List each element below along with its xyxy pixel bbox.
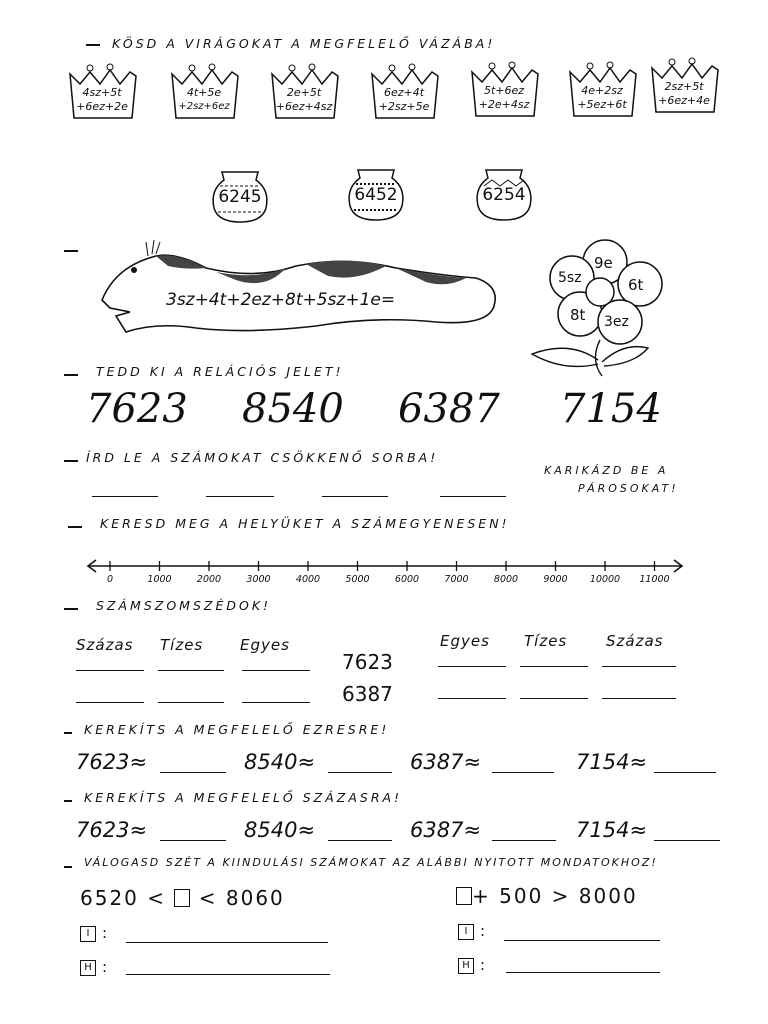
number-line-label: 10000 <box>589 574 621 585</box>
false-label-box: H <box>458 958 474 974</box>
answer-blank[interactable] <box>322 496 388 497</box>
vase[interactable] <box>208 168 272 224</box>
flower-card[interactable] <box>268 62 340 120</box>
flower-petal-5sz: 5sz <box>558 270 582 286</box>
flower-line-2: +2sz+6ez <box>178 101 230 112</box>
instruction-relations: TEDD KI A RELÁCIÓS JELET! <box>96 364 344 379</box>
flower-line-2: +6ez+4e <box>658 94 710 107</box>
snake-illustration <box>96 236 500 340</box>
empty-box-icon <box>174 889 190 907</box>
snake-expression: 3sz+4t+2ez+8t+5sz+1e= <box>166 290 396 310</box>
number-line-label: 3000 <box>246 574 271 585</box>
bullet-dash <box>64 732 72 734</box>
value-8000: 8000 <box>578 884 638 908</box>
round-blank[interactable] <box>160 840 226 841</box>
neighbor-blank[interactable] <box>158 702 224 703</box>
colon: : <box>102 958 108 976</box>
neighbor-blank[interactable] <box>520 698 588 699</box>
flower-line-1: 6ez+4t <box>383 86 425 99</box>
number-line-label: 0 <box>106 574 114 585</box>
true-label-box: I <box>458 924 474 940</box>
flower-card[interactable] <box>648 56 720 114</box>
vase[interactable] <box>344 166 408 222</box>
instruction-open-sentences: VÁLOGASD SZÉT A KIINDULÁSI SZÁMOKAT AZ ALÁBBI NYITOTT MONDATOKHOZ! <box>84 856 658 869</box>
flower-line-2: +5ez+6t <box>577 98 627 111</box>
neighbor-blank[interactable] <box>76 702 144 703</box>
true-answer-blank[interactable] <box>504 940 660 941</box>
flower-line-2: +2e+4sz <box>478 98 530 111</box>
false-label-box: H <box>80 960 96 976</box>
colon: : <box>102 924 108 942</box>
round-blank[interactable] <box>328 772 392 773</box>
number-line-label: 4000 <box>295 574 321 585</box>
round-blank[interactable] <box>654 772 716 773</box>
number-line-label: 6000 <box>394 574 420 585</box>
flower-line-2: +6ez+4sz <box>275 100 333 113</box>
value-6520: 6520 <box>80 886 139 910</box>
bullet-dash <box>64 374 78 376</box>
neighbor-blank[interactable] <box>602 666 676 667</box>
header-szazas-right: Százas <box>606 632 664 650</box>
greater-than-symbol: > <box>551 884 571 908</box>
header-egyes-left: Egyes <box>240 636 290 654</box>
answer-blank[interactable] <box>440 496 506 497</box>
flower-line-1: 4e+2sz <box>581 84 623 97</box>
number-line-label: 2000 <box>196 574 222 585</box>
neighbor-blank[interactable] <box>242 670 310 671</box>
instruction-descending: ÍRD LE A SZÁMOKAT CSÖKKENŐ SORBA! <box>86 450 439 465</box>
bullet-dash <box>64 250 78 252</box>
neighbor-number-7623: 7623 <box>342 650 393 674</box>
open-sentence-left <box>80 886 285 910</box>
instruction-circle-even-1: KARIKÁZD BE A <box>544 464 669 477</box>
neighbor-blank[interactable] <box>242 702 310 703</box>
round-thousands-8540: 8540≈ <box>244 750 316 774</box>
header-tizes-right: Tízes <box>524 632 568 650</box>
less-than-symbol: < <box>147 886 167 910</box>
number-7154: 7154 <box>560 386 662 432</box>
number-6387: 6387 <box>398 386 500 432</box>
instruction-round-thousands: KEREKÍTS A MEGFELELŐ EZRESRE! <box>84 722 390 737</box>
round-thousands-7154: 7154≈ <box>576 750 648 774</box>
header-szazas-left: Százas <box>76 636 134 654</box>
vase[interactable] <box>472 166 536 222</box>
number-line-label: 7000 <box>444 574 469 585</box>
number-line-label: 9000 <box>543 574 568 585</box>
neighbor-number-6387: 6387 <box>342 682 393 706</box>
flower-line-1: 2sz+5t <box>664 80 704 93</box>
instruction-round-hundreds: KEREKÍTS A MEGFELELŐ SZÁZASRA! <box>84 790 403 805</box>
vase-number: 6452 <box>354 185 398 205</box>
value-8060: 8060 <box>225 886 285 910</box>
colon: : <box>480 956 486 974</box>
number-line-label: 5000 <box>345 574 370 585</box>
header-egyes-right: Egyes <box>440 632 490 650</box>
neighbor-blank[interactable] <box>76 670 144 671</box>
answer-blank[interactable] <box>92 496 158 497</box>
round-blank[interactable] <box>160 772 226 773</box>
less-than-symbol: < <box>198 886 218 910</box>
flower-line-1: 5t+6ez <box>483 84 525 97</box>
flower-petal-3ez: 3ez <box>604 314 629 330</box>
round-hundreds-7623: 7623≈ <box>76 818 148 842</box>
flower-card[interactable] <box>566 60 638 118</box>
header-tizes-left: Tízes <box>160 636 204 654</box>
number-8540: 8540 <box>242 386 344 432</box>
round-blank[interactable] <box>492 840 556 841</box>
flower-petal-9e: 9e <box>594 254 613 272</box>
false-answer-blank[interactable] <box>506 972 660 973</box>
flower-line-1: 4sz+5t <box>82 86 122 99</box>
vase-number: 6245 <box>218 187 262 207</box>
round-blank[interactable] <box>492 772 554 773</box>
colon: : <box>480 922 486 940</box>
vase-number: 6254 <box>482 185 526 205</box>
round-blank[interactable] <box>328 840 392 841</box>
bullet-dash <box>64 800 72 802</box>
flower-petal-8t: 8t <box>570 306 586 324</box>
number-line-label: 11000 <box>639 574 670 585</box>
neighbor-blank[interactable] <box>438 666 506 667</box>
answer-blank[interactable] <box>206 496 274 497</box>
open-sentence-right <box>456 884 638 908</box>
number-7623: 7623 <box>86 386 188 432</box>
flower-line-1: 4t+5e <box>186 86 222 99</box>
round-hundreds-6387: 6387≈ <box>410 818 482 842</box>
flower-card[interactable] <box>368 62 440 120</box>
neighbor-blank[interactable] <box>158 670 224 671</box>
round-hundreds-7154: 7154≈ <box>576 818 648 842</box>
bullet-dash <box>86 44 100 46</box>
number-line-label: 8000 <box>493 574 519 585</box>
flower-line-2: +2sz+5e <box>378 100 430 113</box>
round-hundreds-8540: 8540≈ <box>244 818 316 842</box>
round-thousands-7623: 7623≈ <box>76 750 148 774</box>
flower-line-2: +6ez+2e <box>76 100 128 113</box>
bullet-dash <box>68 526 82 528</box>
plus-500: + 500 <box>472 884 544 908</box>
instruction-number-line: KERESD MEG A HELYÜKET A SZÁMEGYENESEN! <box>100 516 510 531</box>
true-answer-blank[interactable] <box>126 942 328 943</box>
flower-card[interactable] <box>468 60 540 118</box>
instruction-neighbors: SZÁMSZOMSZÉDOK! <box>96 598 272 613</box>
true-label-box: I <box>80 926 96 942</box>
neighbor-blank[interactable] <box>438 698 506 699</box>
false-answer-blank[interactable] <box>126 974 330 975</box>
bullet-dash <box>64 866 72 868</box>
flower-card[interactable] <box>168 62 240 120</box>
neighbor-blank[interactable] <box>520 666 588 667</box>
bullet-dash <box>64 460 78 462</box>
bullet-dash <box>64 608 78 610</box>
flower-card[interactable] <box>66 62 138 120</box>
neighbor-blank[interactable] <box>602 698 676 699</box>
round-thousands-6387: 6387≈ <box>410 750 482 774</box>
flower-line-1: 2e+5t <box>286 86 322 99</box>
round-blank[interactable] <box>654 840 720 841</box>
number-line-label: 1000 <box>147 574 172 585</box>
instruction-circle-even-2: PÁROSOKAT! <box>578 482 679 495</box>
empty-box-icon <box>456 887 472 905</box>
number-line <box>84 556 688 576</box>
instruction-connect-flowers: KÖSD A VIRÁGOKAT A MEGFELELŐ VÁZÁBA! <box>112 36 496 51</box>
flower-petal-6t: 6t <box>628 276 644 294</box>
